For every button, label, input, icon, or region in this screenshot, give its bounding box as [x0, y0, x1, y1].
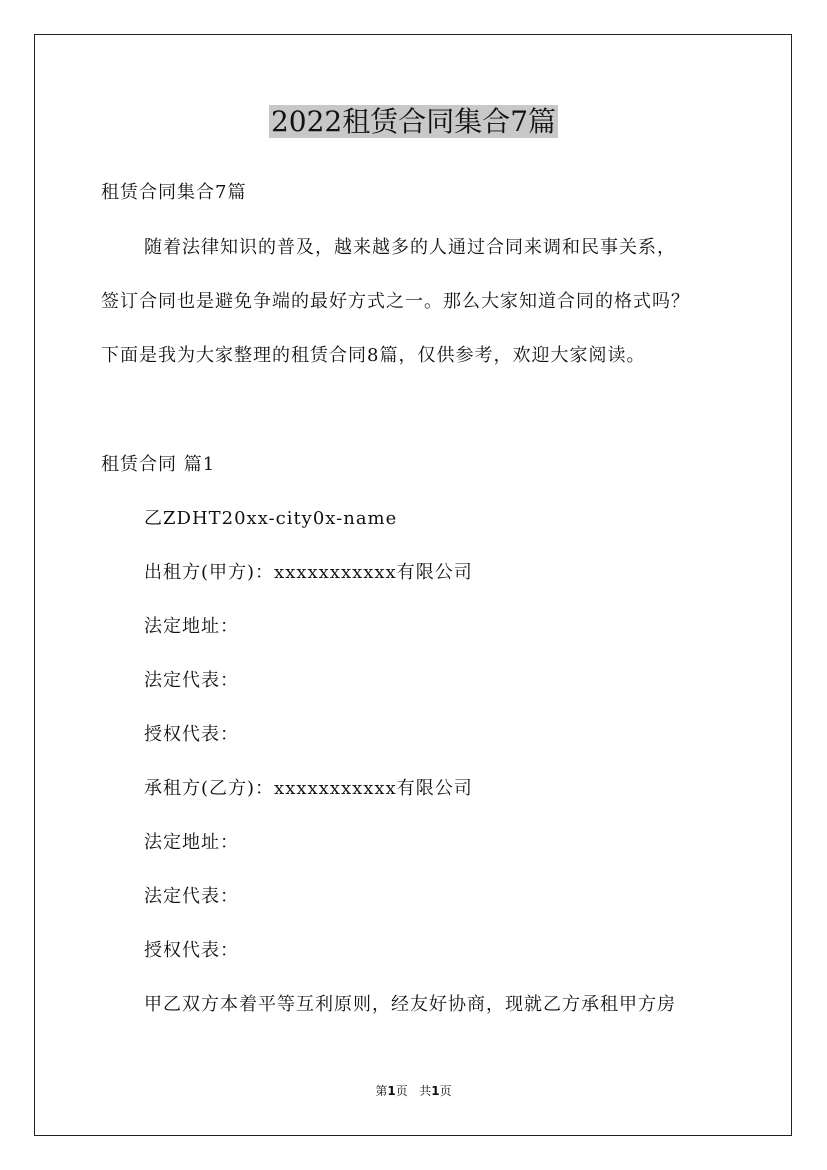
lessor-legal-rep: 法定代表：: [144, 670, 239, 691]
footer-total-suffix: 页: [439, 1084, 452, 1098]
intro-line-3: 下面是我为大家整理的租赁合同8篇，仅供参考，欢迎大家阅读。: [101, 345, 646, 366]
document-title: [0, 102, 827, 142]
lessee-legal-rep: 法定代表：: [144, 886, 239, 907]
agreement-line: 甲乙双方本着平等互利原则，经友好协商，现就乙方承租甲方房: [144, 994, 676, 1015]
lessor-line: 出租方(甲方)：xxxxxxxxxxx有限公司: [144, 562, 473, 583]
footer-page-suffix: 页: [395, 1084, 408, 1098]
lessee-authorized-rep: 授权代表：: [144, 940, 239, 961]
section-heading: 租赁合同 篇1: [101, 454, 216, 475]
lessee-address: 法定地址：: [144, 832, 239, 853]
footer-page-number: 1: [387, 1084, 396, 1098]
document-subtitle: 租赁合同集合7篇: [101, 182, 247, 203]
intro-line-2: 签订合同也是避免争端的最好方式之一。那么大家知道合同的格式吗？: [101, 291, 690, 312]
footer-page-prefix: 第: [375, 1084, 388, 1098]
lessor-authorized-rep: 授权代表：: [144, 724, 239, 745]
page-footer: [0, 1083, 827, 1099]
footer-total-prefix: 共: [419, 1084, 432, 1098]
lessor-address: 法定地址：: [144, 616, 239, 637]
footer-total-number: 1: [431, 1084, 440, 1098]
contract-number: 乙ZDHT20xx-city0x-name: [144, 508, 398, 529]
document-title-text: 2022租赁合同集合7篇: [270, 105, 557, 138]
intro-line-1: 随着法律知识的普及，越来越多的人通过合同来调和民事关系，: [144, 237, 676, 258]
lessee-line: 承租方(乙方)：xxxxxxxxxxx有限公司: [144, 778, 473, 799]
